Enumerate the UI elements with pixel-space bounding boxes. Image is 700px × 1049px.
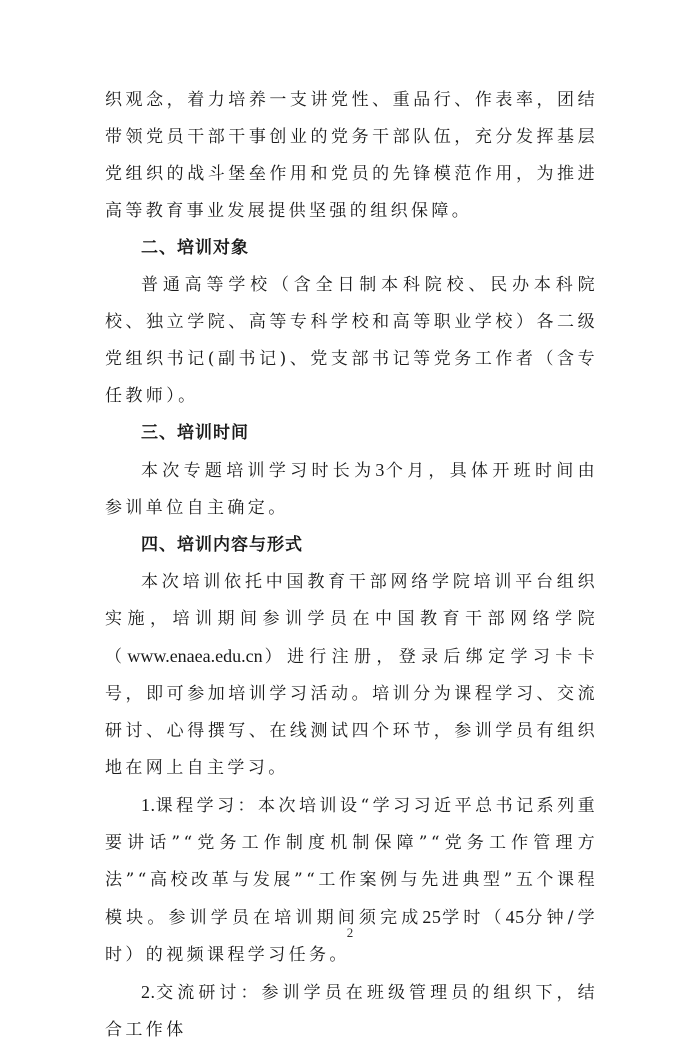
text-segment: 课程学习：本次培训设“学习习近平总书记系列重要讲话”“党务工作制度机制保障”“党务工作管理方法”“高校改革与发展”“工作案例与先进典型”五个课程模块。参训学员在培训期间须完成 <box>105 796 598 928</box>
text-segment: 学时（ <box>441 908 506 928</box>
paragraph-continuation: 织观念，着力培养一支讲党性、重品行、作表率，团结带领党员干部干事创业的党务干部队伍，充分发挥基层党组织的战斗堡垒作用和党员的先锋模范作用，为推进高等教育事业发展提供坚强的组织保障。 <box>105 90 598 221</box>
hours-number: 25 <box>422 907 442 927</box>
list-number: 2. <box>141 982 156 1002</box>
website-link[interactable]: www.enaea.edu.cn <box>127 646 263 666</box>
section-heading-training-targets: 二、培训对象 <box>141 238 249 258</box>
text-segment: ）进行注册，登录后绑定学习卡卡号，即可参加培训学习活动。培训分为课程学习、交流研讨、心得撰写、在线测试四个环节，参训学员有组织地在网上自主学习。 <box>105 647 598 778</box>
text-segment: 分钟/学时）的视频课程学习任务。 <box>105 908 599 965</box>
text-segment: 本次专题培训学习时长为 <box>141 461 376 481</box>
section-heading-content-and-format: 四、培训内容与形式 <box>141 535 303 555</box>
document-body <box>105 82 598 1049</box>
paragraph-training-time <box>105 452 598 527</box>
paragraph-training-targets: 普通高等学校（含全日制本科院校、民办本科院校、独立学院、高等专科学校和高等职业学校）各二级党组织书记(副书记)、党支部书记等党务工作者（含专任教师）。 <box>105 275 598 406</box>
paragraph-platform <box>105 564 598 787</box>
page-number: 2 <box>346 925 354 940</box>
text-segment: 本次培训依托中国教育干部网络学院培训平台组织实施，培训期间参训学员在中国教育干部网络学院（ <box>105 572 598 667</box>
text-segment: 个月，具体开班时间由参训单位自主确定。 <box>105 461 598 518</box>
section-heading-training-time: 三、培训时间 <box>141 423 249 443</box>
minutes-number: 45 <box>505 907 525 927</box>
paragraph-course-study <box>105 787 598 974</box>
paragraph-discussion <box>105 974 598 1049</box>
text-segment: 交流研讨：参训学员在班级管理员的组织下，结合工作体 <box>105 983 598 1040</box>
duration-number: 3 <box>375 460 385 480</box>
list-number: 1. <box>141 795 156 815</box>
